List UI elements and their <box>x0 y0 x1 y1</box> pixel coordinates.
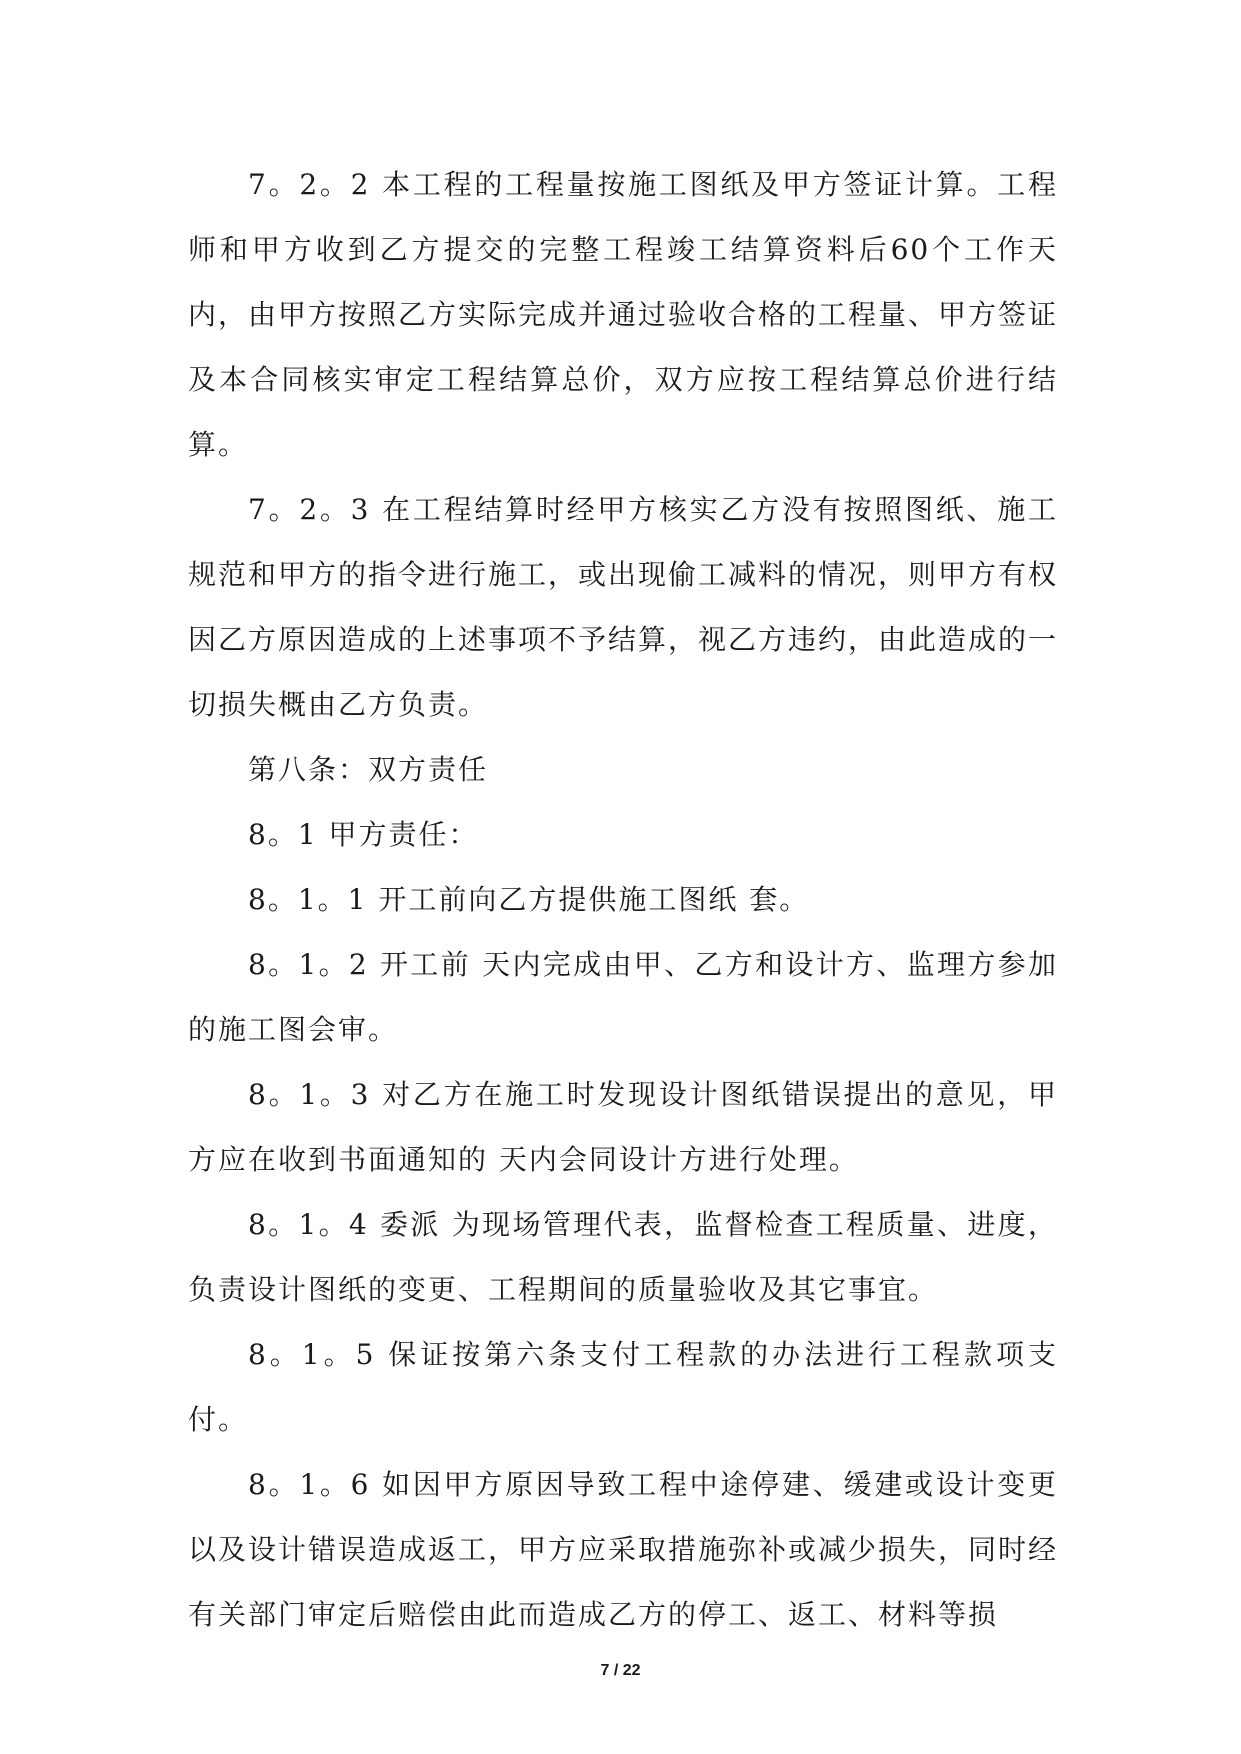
paragraph-8-1-6: 8。1。6 如因甲方原因导致工程中途停建、缓建或设计变更以及设计错误造成返工，甲方应采取措施弥补或减少损失，同时经有关部门审定后赔偿由此而造成乙方的停工、返工、材料等损 <box>188 1468 1059 1631</box>
paragraph-8-1-2: 8。1。2 开工前 天内完成由甲、乙方和设计方、监理方参加的施工图会审。 <box>188 948 1058 1046</box>
paragraph-8-1-4: 8。1。4 委派 为现场管理代表，监督检查工程质量、进度，负责设计图纸的变更、工程期间的质量验收及其它事宜。 <box>188 1208 1058 1306</box>
paragraph-8-1: 8。1 甲方责任： <box>248 818 479 851</box>
paragraph-8-1-1: 8。1。1 开工前向乙方提供施工图纸 套。 <box>248 883 810 916</box>
page-number: 7 / 22 <box>600 1662 641 1679</box>
paragraph-7-2-2: 7。2。2 本工程的工程量按施工图纸及甲方签证计算。工程师和甲方收到乙方提交的完整工程竣工结算资料后60个工作天内，由甲方按照乙方实际完成并通过验收合格的工程量、甲方签证及本合同核实审定工程结算总价，双方应按工程结算总价进行结算。 <box>188 168 1059 461</box>
paragraph-8-1-3: 8。1。3 对乙方在施工时发现设计图纸错误提出的意见，甲方应在收到书面通知的 天内会同设计方进行处理。 <box>188 1078 1058 1176</box>
document-body <box>188 152 1058 1647</box>
paragraph-7-2-3: 7。2。3 在工程结算时经甲方核实乙方没有按照图纸、施工规范和甲方的指令进行施工，或出现偷工减料的情况，则甲方有权因乙方原因造成的上述事项不予结算，视乙方违约，由此造成的一切损失概由乙方负责。 <box>188 493 1059 721</box>
section-heading-article-8: 第八条：双方责任 <box>248 753 489 786</box>
paragraph-8-1-5: 8。1。5 保证按第六条支付工程款的办法进行工程款项支付。 <box>188 1338 1058 1436</box>
